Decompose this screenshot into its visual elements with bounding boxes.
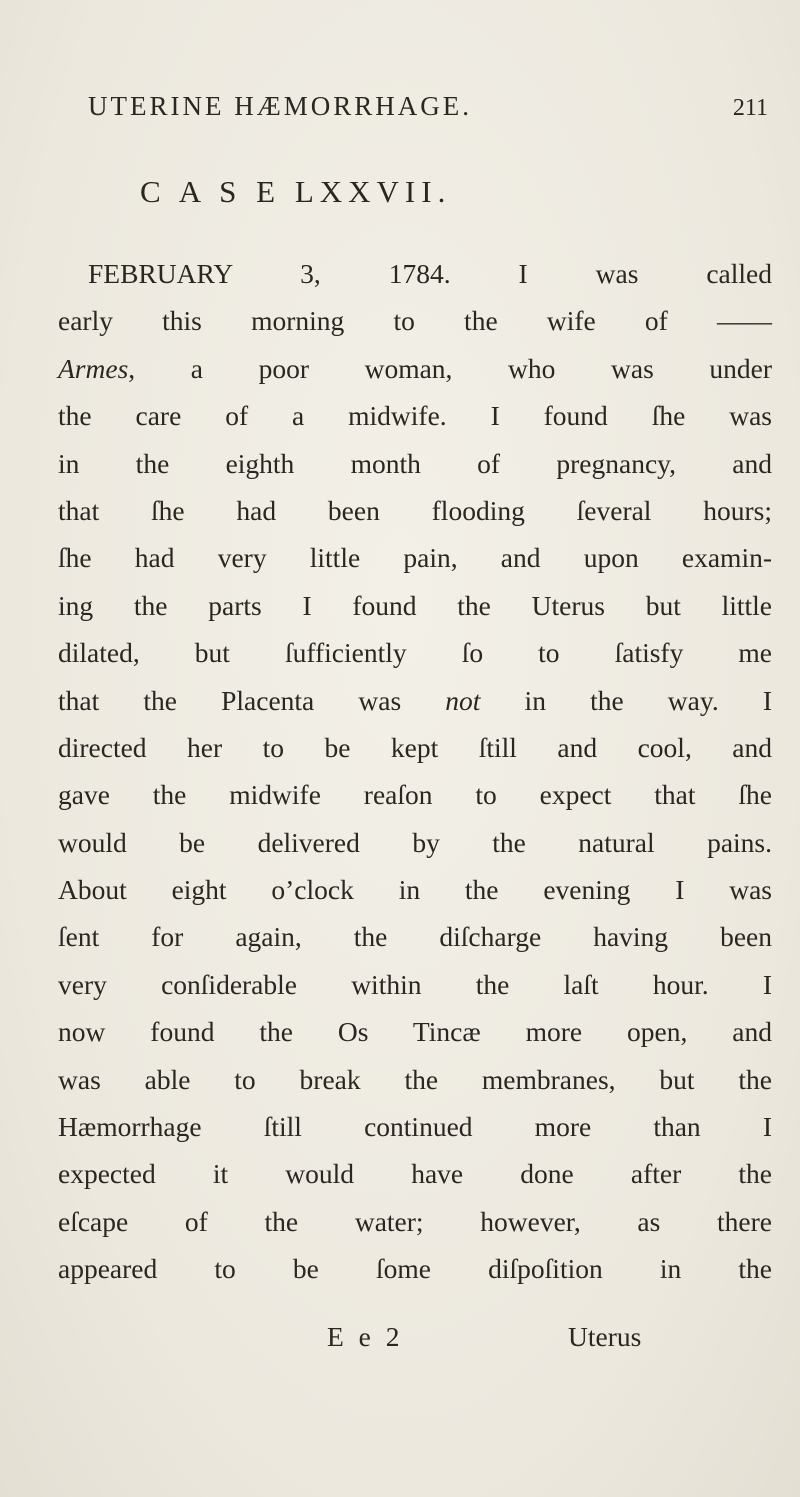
running-head — [88, 86, 768, 126]
page-number: 211 — [732, 95, 768, 121]
text-line: that the Placenta was not in the way. I — [58, 684, 772, 716]
text-line: early this morning to the wife of —— — [58, 305, 772, 337]
text-line: Armes, a poor woman, who was under — [58, 352, 772, 384]
text-line: ſent for again, the diſcharge having been — [58, 921, 772, 953]
text-line: ſhe had very little pain, and upon examin- — [58, 542, 772, 574]
text-line: appeared to be ſome diſpoſition in the — [58, 1253, 772, 1285]
catchline — [0, 1312, 800, 1362]
text-line: gave the midwife reaſon to expect that ſhe — [58, 779, 772, 811]
text-line: eſcape of the water; however, as there — [58, 1205, 772, 1237]
text-line: would be delivered by the natural pains. — [58, 826, 772, 858]
signature-mark: E e 2 — [327, 1321, 404, 1352]
catchword: Uterus — [568, 1321, 642, 1352]
text-line: expected it would have done after the — [58, 1158, 772, 1190]
text-line: Hæmorrhage ſtill continued more than I — [58, 1111, 772, 1143]
text-line: in the eighth month of pregnancy, and — [58, 447, 772, 479]
text-line: dilated, but ſufficiently ſo to ſatisfy me — [58, 637, 772, 669]
case-body-text — [58, 250, 772, 1293]
text-line: directed her to be kept ſtill and cool, and — [58, 731, 772, 763]
text-line: very conſiderable within the laſt hour. I — [58, 968, 772, 1000]
case-heading: C A S E LXXVII. — [140, 174, 452, 209]
text-line: About eight o’clock in the evening I was — [58, 874, 772, 906]
text-line: ing the parts I found the Uterus but little — [58, 589, 772, 621]
running-title: UTERINE HÆMORRHAGE. — [88, 91, 472, 121]
text-line: FEBRUARY 3, 1784. I was called — [88, 258, 772, 289]
text-line: now found the Os Tincæ more open, and — [58, 1016, 772, 1048]
text-line: that ſhe had been flooding ſeveral hours; — [58, 494, 772, 526]
text-line: the care of a midwife. I found ſhe was — [58, 400, 772, 432]
text-line: was able to break the membranes, but the — [58, 1063, 772, 1095]
